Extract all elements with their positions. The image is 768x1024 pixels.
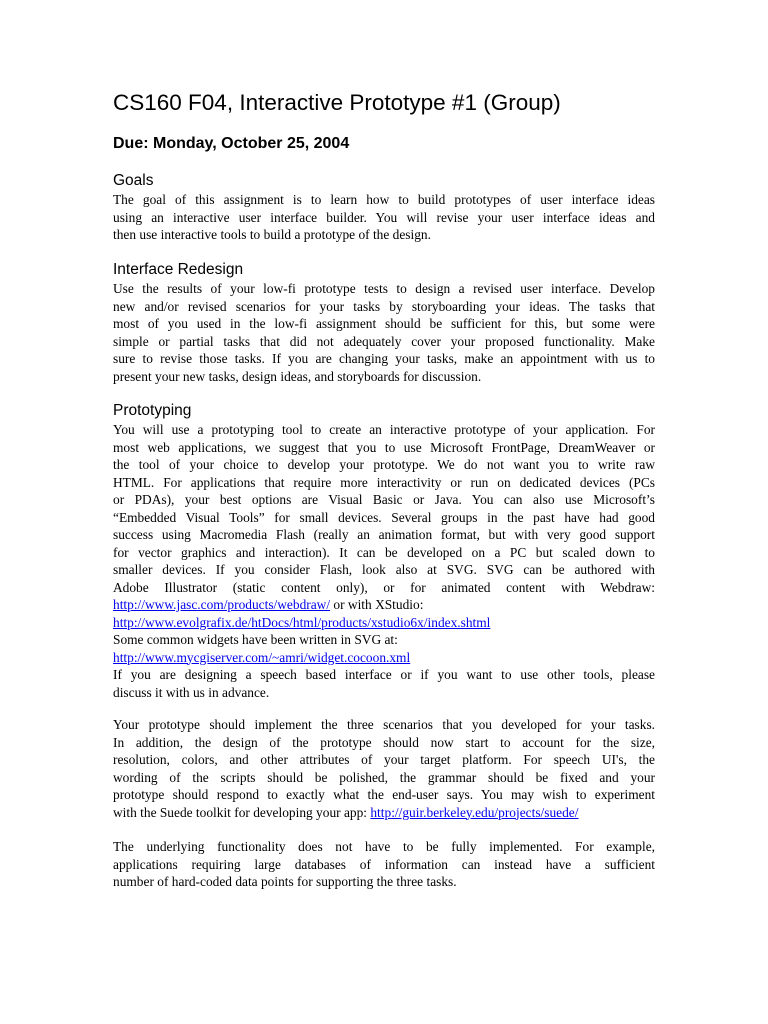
text-line: most web applications, we suggest that you to use Microsoft FrontPage, DreamWeaver or	[113, 439, 655, 455]
suede-text: with the Suede toolkit for developing your app:	[113, 804, 371, 820]
text-line: applications requiring large databases of information can instead have a sufficient	[113, 856, 655, 872]
text-line: then use interactive tools to build a prototype of the design.	[113, 227, 431, 242]
prototyping-heading: Prototyping	[113, 402, 192, 419]
text-line: the tool of your choice to develop your prototype. We do not want you to write raw	[113, 457, 655, 472]
text-line: Use the results of your low-fi prototype tests to design a revised user interface. Develop	[113, 281, 655, 296]
text-line: sure to revise those tasks. If you are changing your tasks, make an appointment with us to	[113, 351, 655, 366]
text-line: for vector graphics and interaction). It can be developed on a PC but scaled down to	[113, 544, 655, 560]
prototyping-paragraph	[113, 421, 655, 701]
text-line: success using Macromedia Flash (really an animation format, but with very good support	[113, 527, 655, 542]
due-date: Due: Monday, October 25, 2004	[113, 135, 350, 152]
text-line: The underlying functionality does not have to be fully implemented. For example,	[113, 839, 655, 854]
xstudio-text: or with XStudio:	[330, 597, 424, 612]
text-line: You will use a prototyping tool to create an interactive prototype of your application. For	[113, 422, 655, 437]
text-line	[113, 649, 655, 667]
text-line: simple or partial tasks that did not adequately cover your proposed functionality. Make	[113, 333, 655, 349]
text-line: wording of the scripts should be polished, the grammar should be fixed and your	[113, 769, 655, 785]
redesign-paragraph	[113, 280, 655, 385]
widgets-link[interactable]: http://www.mycgiserver.com/~amri/widget.cocoon.xml	[113, 649, 411, 665]
text-line: number of hard-coded data points for supporting the three tasks.	[113, 874, 457, 889]
text-line: Adobe Illustrator (static content only), or for animated content with Webdraw:	[113, 579, 655, 595]
text-line: In addition, the design of the prototype should now start to account for the size,	[113, 734, 655, 750]
text-line	[113, 614, 655, 632]
text-line: most of you used in the low-fi assignment should be sufficient for this, but some were	[113, 316, 655, 331]
suede-link[interactable]: http://guir.berkeley.edu/projects/suede/	[370, 804, 579, 820]
text-line: HTML. For applications that require more interactivity or run on dedicated devices (PCs	[113, 474, 655, 490]
text-line: “Embedded Visual Tools” for small devices. Several groups in the past have had good	[113, 509, 655, 525]
text-line: using an interactive user interface builder. You will revise your user interface ideas and	[113, 209, 655, 225]
text-line: Some common widgets have been written in SVG at:	[113, 632, 398, 647]
text-line: present your new tasks, design ideas, and storyboards for discussion.	[113, 368, 482, 384]
text-line: discuss it with us in advance.	[113, 684, 270, 700]
goals-paragraph	[113, 191, 655, 244]
text-line: If you are designing a speech based interface or if you want to use other tools, please	[113, 667, 655, 682]
text-line: smaller devices. If you consider Flash, look also at SVG. SVG can be authored with	[113, 562, 655, 577]
text-line: The goal of this assignment is to learn how to build prototypes of user interface ideas	[113, 192, 655, 207]
functionality-paragraph	[113, 838, 655, 891]
webdraw-link[interactable]: http://www.jasc.com/products/webdraw/	[113, 597, 331, 612]
text-line: prototype should respond to exactly what the end-user says. You may wish to experiment	[113, 787, 655, 802]
text-line	[113, 596, 655, 614]
text-line: resolution, colors, and other attributes of your target platform. For speech UI's, the	[113, 752, 655, 767]
text-line	[113, 804, 655, 822]
implementation-paragraph	[113, 716, 655, 821]
text-line: new and/or revised scenarios for your tasks by storyboarding your ideas. The tasks that	[113, 298, 655, 314]
xstudio-link[interactable]: http://www.evolgrafix.de/htDocs/html/products/xstudio6x/index.shtml	[113, 614, 491, 630]
text-line: Your prototype should implement the three scenarios that you developed for your tasks.	[113, 717, 655, 732]
goals-heading: Goals	[113, 172, 154, 189]
redesign-heading: Interface Redesign	[113, 261, 244, 278]
text-line: or PDAs), your best options are Visual Basic or Java. You can also use Microsoft’s	[113, 492, 655, 507]
page-title: CS160 F04, Interactive Prototype #1 (Group)	[113, 90, 561, 115]
